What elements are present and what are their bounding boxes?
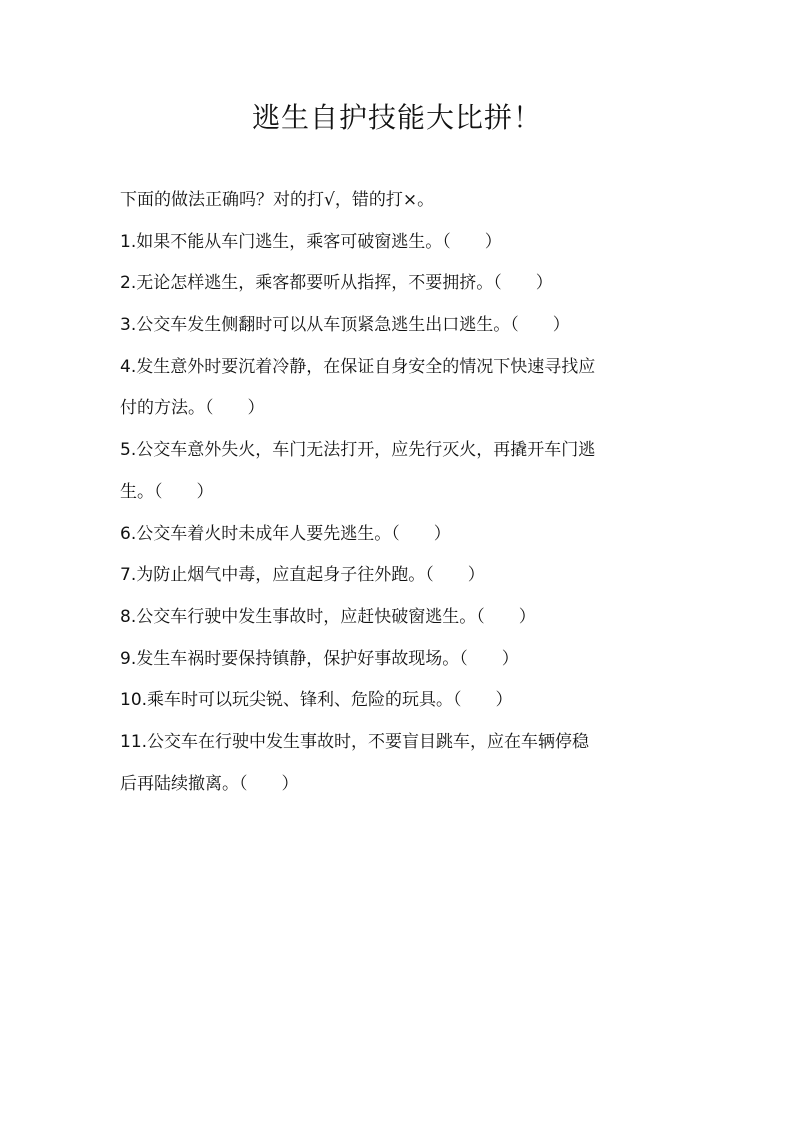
question-item-7: [120, 555, 680, 597]
page-title: 逃生自护技能大比拼！: [251, 101, 542, 134]
question-line: 1.如果不能从车门逃生，乘客可破窗逃生。（ ）: [120, 231, 502, 252]
question-line-continued: 生。（ ）: [120, 481, 214, 502]
question-item-10: [120, 680, 680, 722]
question-line: 5.公交车意外失火，车门无法打开，应先行灭火，再撬开车门逃: [120, 440, 596, 461]
question-line: 3.公交车发生侧翻时可以从车顶紧急逃生出口逃生。（ ）: [120, 315, 570, 336]
question-line: 7.为防止烟气中毒，应直起身子往外跑。（ ）: [120, 565, 485, 586]
question-line-continued: 付的方法。（ ）: [120, 398, 265, 419]
question-item-11: [120, 722, 680, 805]
question-item-4: [120, 347, 680, 430]
question-item-6: [120, 514, 680, 556]
question-line: 8.公交车行驶中发生事故时，应赶快破窗逃生。（ ）: [120, 606, 536, 627]
question-item-1: [120, 222, 680, 264]
question-line: 9.发生车祸时要保持镇静，保护好事故现场。（ ）: [120, 648, 519, 669]
question-line: 4.发生意外时要沉着冷静，在保证自身安全的情况下快速寻找应: [120, 356, 596, 377]
question-line: 10.乘车时可以玩尖锐、锋利、危险的玩具。（ ）: [120, 690, 513, 711]
question-item-9: [120, 639, 680, 681]
question-item-2: [120, 263, 680, 305]
question-list: [120, 180, 680, 805]
question-line: 11.公交车在行驶中发生事故时，不要盲目跳车，应在车辆停稳: [120, 731, 590, 752]
question-line: 2.无论怎样逃生，乘客都要听从指挥，不要拥挤。（ ）: [120, 273, 553, 294]
question-item-3: [120, 305, 680, 347]
question-item-5: [120, 430, 680, 513]
question-line: 6.公交车着火时未成年人要先逃生。（ ）: [120, 523, 451, 544]
question-item-8: [120, 597, 680, 639]
instruction-text: 下面的做法正确吗？对的打√，错的打×。: [120, 190, 435, 210]
question-line-continued: 后再陆续撤离。（ ）: [120, 773, 299, 794]
